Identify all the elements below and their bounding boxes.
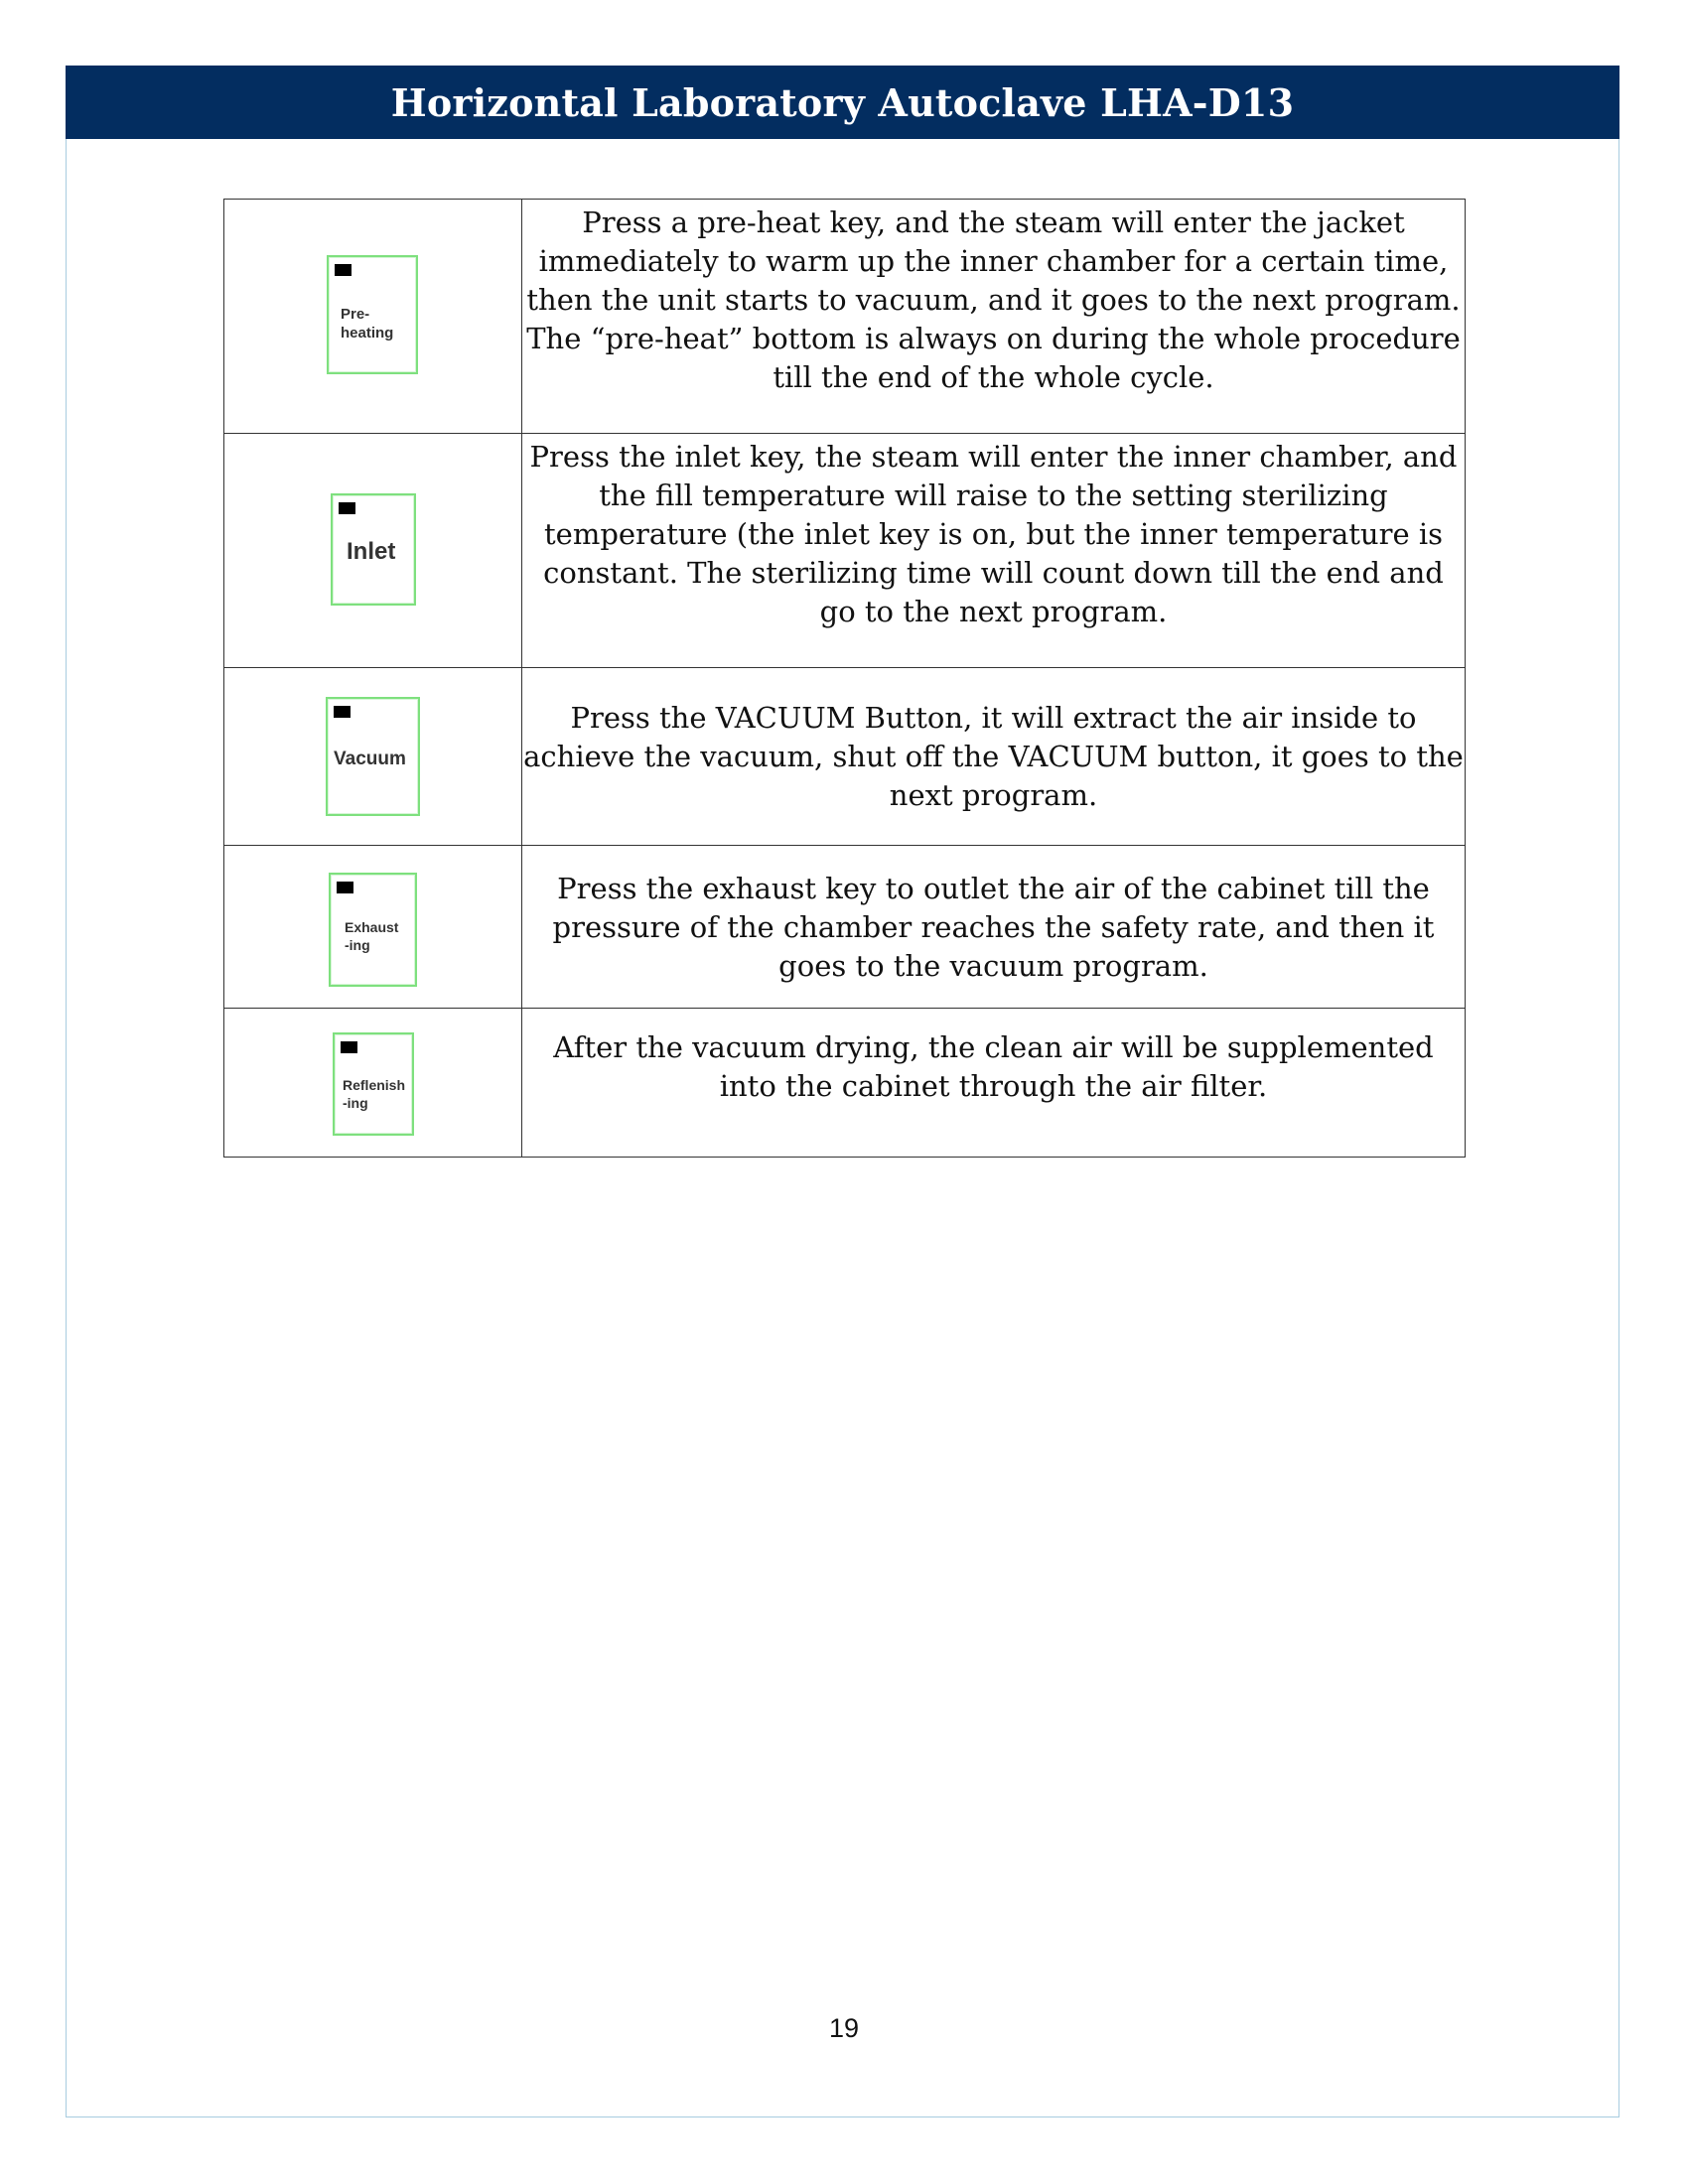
icon-cell xyxy=(224,846,522,1009)
key-description: Press the VACUUM Button, it will extract the air inside to achieve the vacuum, shut off the VACUUM button, it goes to the next program. xyxy=(523,701,1464,812)
key-description: Press the exhaust key to outlet the air of the cabinet till the pressure of the chamber reaches the safety rate, and then it goes to the vacuum program. xyxy=(552,872,1435,983)
table-row xyxy=(224,434,1466,668)
inlet-key-icon xyxy=(331,493,416,606)
key-description: After the vacuum drying, the clean air will be supplemented into the cabinet through the air filter. xyxy=(553,1030,1434,1103)
key-description: Press a pre-heat key, and the steam will enter the jacket immediately to warm up the inner chamber for a certain time, then the unit starts to vacuum, and it goes to the next program. The “pre-heat” bottom is always on during the whole procedure till the end of the whole cycle. xyxy=(526,205,1461,394)
icon-cell xyxy=(224,668,522,846)
table-row xyxy=(224,846,1466,1009)
page-title: Horizontal Laboratory Autoclave LHA-D13 xyxy=(390,79,1295,125)
key-label: Vacuum xyxy=(334,749,406,769)
indicator-led-icon xyxy=(341,1041,357,1053)
exhausting-key-icon xyxy=(329,873,417,987)
table-row xyxy=(224,668,1466,846)
indicator-led-icon xyxy=(337,882,353,893)
key-label: Inlet xyxy=(347,538,396,565)
table-row xyxy=(224,200,1466,434)
pre-heating-key-icon xyxy=(327,255,418,374)
description-cell xyxy=(522,1009,1466,1158)
header-bar xyxy=(66,66,1619,139)
table-row xyxy=(224,1009,1466,1158)
key-label: Exhaust -ing xyxy=(345,919,399,953)
description-cell xyxy=(522,668,1466,846)
key-label: Reflenish -ing xyxy=(343,1077,406,1111)
icon-cell xyxy=(224,200,522,434)
description-cell xyxy=(522,200,1466,434)
key-label: Pre- heating xyxy=(341,306,394,341)
icon-cell xyxy=(224,1009,522,1158)
icon-cell xyxy=(224,434,522,668)
description-cell xyxy=(522,846,1466,1009)
replenishing-key-icon xyxy=(333,1032,414,1136)
indicator-led-icon xyxy=(334,706,351,718)
indicator-led-icon xyxy=(335,264,352,276)
page-number: 19 xyxy=(828,2013,860,2043)
description-cell xyxy=(522,434,1466,668)
vacuum-key-icon xyxy=(326,697,420,816)
key-description: Press the inlet key, the steam will enter the inner chamber, and the fill temperature will raise to the setting sterilizing temperature (the inlet key is on, but the inner temperature is constant. The sterilizing time will count down till the end and go to the next program. xyxy=(529,440,1458,628)
control-keys-table xyxy=(223,199,1466,1158)
indicator-led-icon xyxy=(339,502,355,514)
